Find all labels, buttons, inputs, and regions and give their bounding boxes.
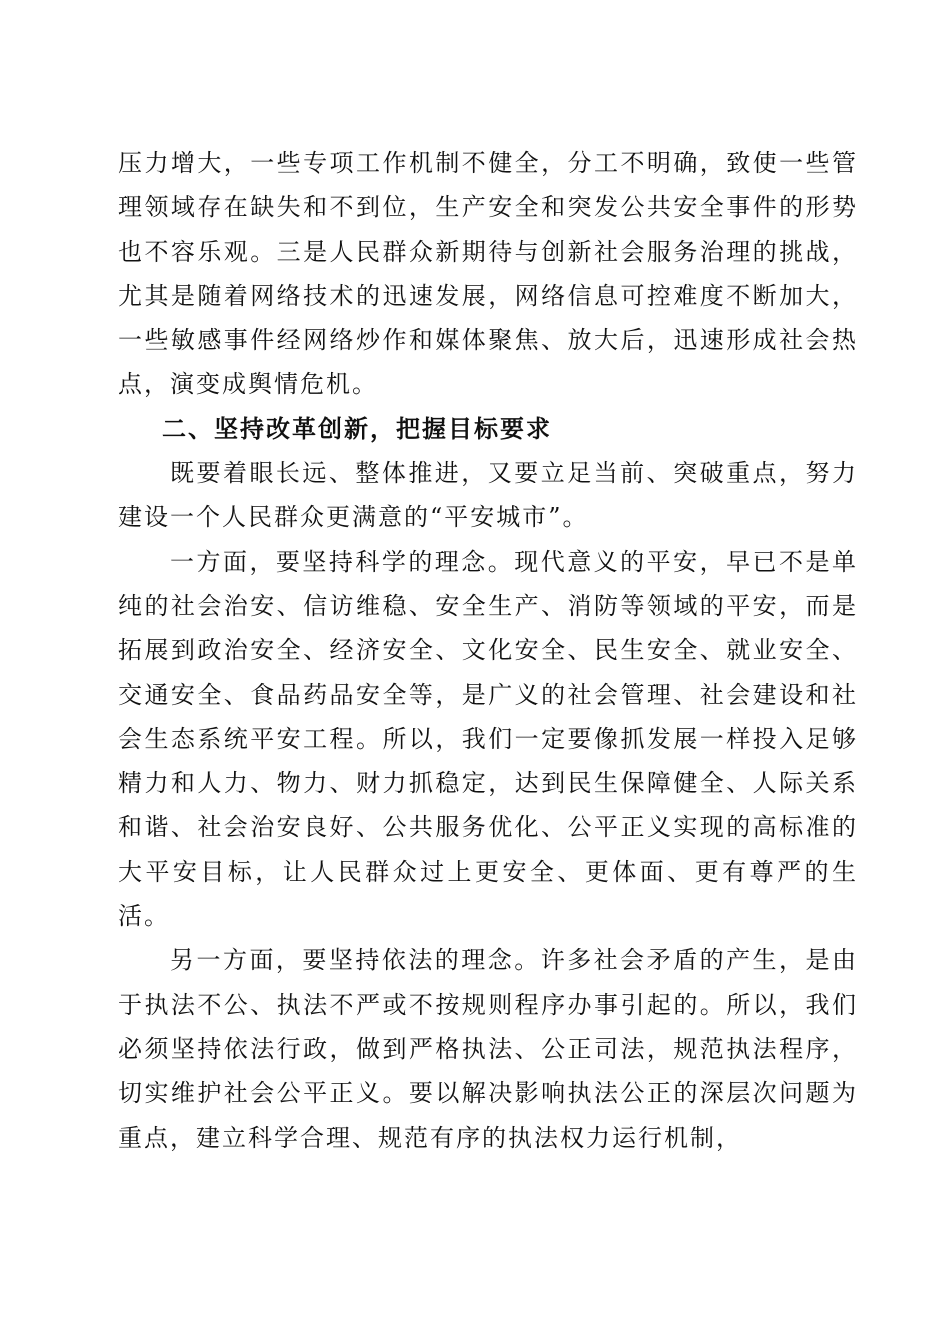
paragraph: 另一方面，要坚持依法的理念。许多社会矛盾的产生，是由于执法不公、执法不严或不按规则程序办事引起的。所以，我们必须坚持依法行政，做到严格执法、公正司法，规范执法程序，切实维护社会公平正义。要以解决影响执法公正的深层次问题为重点，建立科学合理、规范有序的执法权力运行机制，: [118, 946, 858, 1152]
paragraph: 既要着眼长远、整体推进，又要立足当前、突破重点，努力建设一个人民群众更满意的“平安城市”。: [118, 459, 858, 532]
paragraph-continuation: 压力增大，一些专项工作机制不健全，分工不明确，致使一些管理领域存在缺失和不到位，生产安全和突发公共安全事件的形势也不容乐观。三是人民群众新期待与创新社会服务治理的挑战，尤其是随着网络技术的迅速发展，网络信息可控难度不断加大，一些敏感事件经网络炒作和媒体聚焦、放大后，迅速形成社会热点，演变成舆情危机。: [118, 149, 858, 399]
document-body: [118, 141, 858, 1160]
section-heading: 二、坚持改革创新，把握目标要求: [162, 414, 552, 443]
paragraph: 一方面，要坚持科学的理念。现代意义的平安，早已不是单纯的社会治安、信访维稳、安全生产、消防等领域的平安，而是拓展到政治安全、经济安全、文化安全、民生安全、就业安全、交通安全、食品药品安全等，是广义的社会管理、社会建设和社会生态系统平安工程。所以，我们一定要像抓发展一样投入足够精力和人力、物力、财力抓稳定，达到民生保障健全、人际关系和谐、社会治安良好、公共服务优化、公平正义实现的高标准的大平安目标，让人民群众过上更安全、更体面、更有尊严的生活。: [118, 547, 858, 931]
